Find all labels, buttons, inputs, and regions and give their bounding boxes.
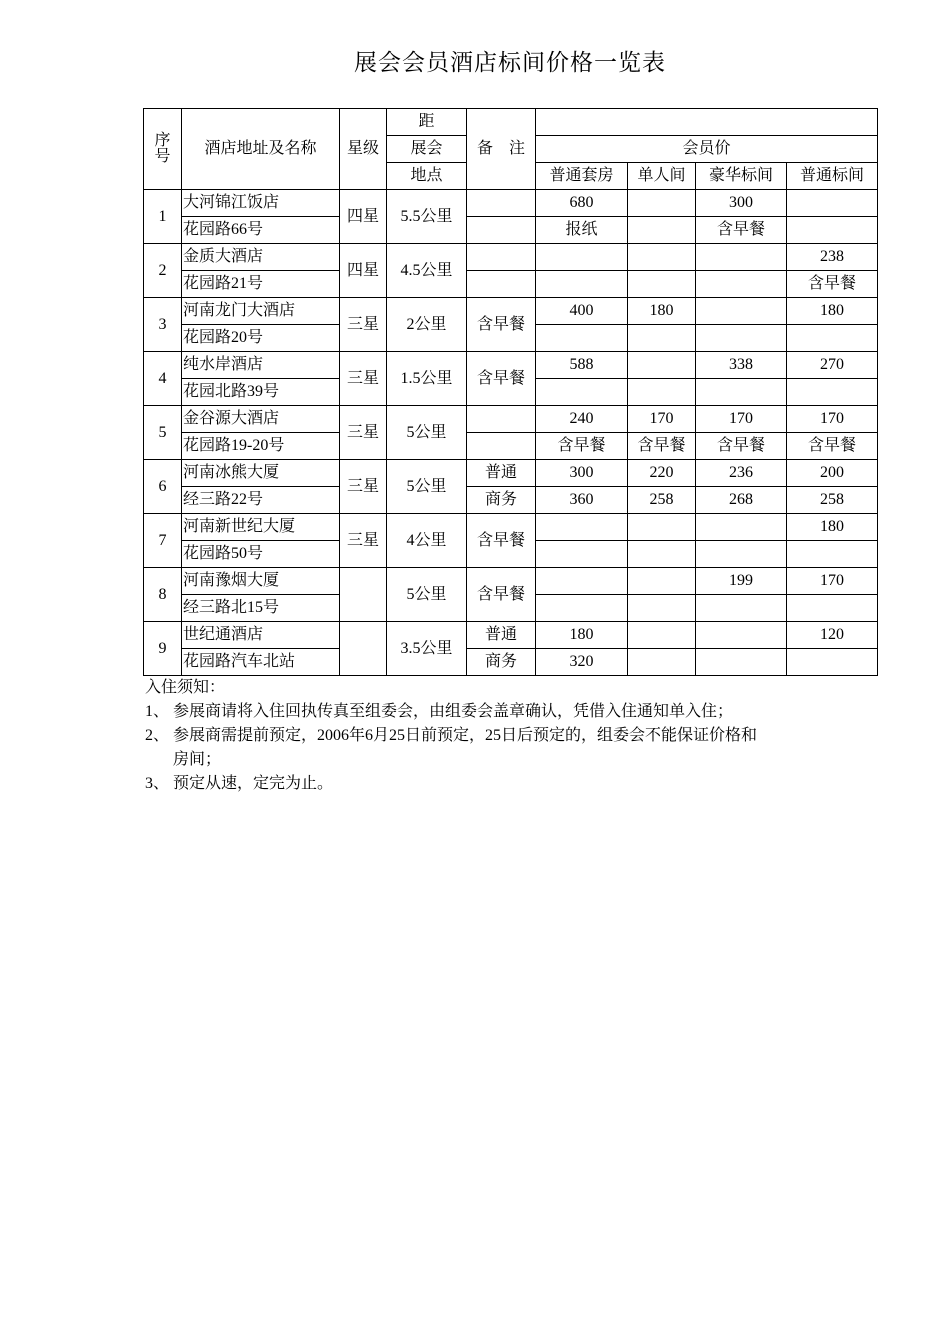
price-deluxe (696, 325, 787, 352)
price-deluxe (696, 379, 787, 406)
price-standard (787, 379, 878, 406)
price-deluxe: 300 (696, 190, 787, 217)
hotel-name: 河南豫烟大厦 (182, 568, 340, 595)
price-suite: 680 (536, 190, 628, 217)
header-no-text: 序号 (154, 132, 171, 165)
price-single (628, 352, 696, 379)
price-suite (536, 271, 628, 298)
price-deluxe: 含早餐 (696, 433, 787, 460)
hotel-remarks (467, 217, 536, 244)
hotel-name: 大河锦江饭店 (182, 190, 340, 217)
hotel-star: 三星 (340, 460, 387, 514)
price-standard: 270 (787, 352, 878, 379)
hotel-remarks: 含早餐 (467, 514, 536, 568)
price-suite: 400 (536, 298, 628, 325)
table-row (144, 244, 878, 271)
hotel-name: 金谷源大酒店 (182, 406, 340, 433)
table-row (144, 487, 878, 514)
price-deluxe: 268 (696, 487, 787, 514)
hotel-no: 8 (144, 568, 182, 622)
page-title: 展会会员酒店标间价格一览表 (354, 50, 666, 75)
price-standard: 170 (787, 406, 878, 433)
hotel-name: 金质大酒店 (182, 244, 340, 271)
header-name: 酒店地址及名称 (182, 109, 340, 190)
price-deluxe: 含早餐 (696, 217, 787, 244)
price-deluxe (696, 514, 787, 541)
hotel-no: 2 (144, 244, 182, 298)
price-single: 258 (628, 487, 696, 514)
price-deluxe (696, 622, 787, 649)
price-single (628, 190, 696, 217)
header-price-suite: 普通套房 (536, 163, 628, 190)
price-deluxe (696, 649, 787, 676)
price-single (628, 379, 696, 406)
note-item: 1、 参展商请将入住回执传真至组委会，由组委会盖章确认，凭借入住通知单入住； (145, 703, 734, 720)
price-deluxe (696, 298, 787, 325)
hotel-no: 3 (144, 298, 182, 352)
price-suite: 240 (536, 406, 628, 433)
price-single (628, 244, 696, 271)
price-deluxe (696, 271, 787, 298)
price-single (628, 271, 696, 298)
hotel-address: 花园路66号 (182, 217, 340, 244)
price-standard: 含早餐 (787, 433, 878, 460)
price-single: 含早餐 (628, 433, 696, 460)
price-single (628, 217, 696, 244)
table-row (144, 460, 878, 487)
note-item-continued: 房间； (173, 751, 222, 768)
header-no (144, 109, 182, 190)
hotel-remarks (467, 271, 536, 298)
hotel-distance: 1.5公里 (387, 352, 467, 406)
price-standard: 200 (787, 460, 878, 487)
price-standard (787, 217, 878, 244)
hotel-no: 7 (144, 514, 182, 568)
price-deluxe: 199 (696, 568, 787, 595)
hotel-name: 纯水岸酒店 (182, 352, 340, 379)
price-deluxe: 338 (696, 352, 787, 379)
table-row (144, 352, 878, 379)
hotel-distance: 3.5公里 (387, 622, 467, 676)
hotel-address: 花园路50号 (182, 541, 340, 568)
hotel-distance: 5公里 (387, 406, 467, 460)
price-single (628, 541, 696, 568)
price-suite: 320 (536, 649, 628, 676)
note-item: 3、 预定从速，定完为止。 (145, 775, 334, 792)
price-single (628, 595, 696, 622)
hotel-name: 河南新世纪大厦 (182, 514, 340, 541)
price-standard: 120 (787, 622, 878, 649)
hotel-star (340, 622, 387, 676)
table-row (144, 622, 878, 649)
price-single: 170 (628, 406, 696, 433)
price-single (628, 325, 696, 352)
note-item: 2、 参展商需提前预定，2006年6月25日前预定，25日后预定的，组委会不能保证价格和 (145, 727, 758, 744)
hotel-remarks: 普通 (467, 460, 536, 487)
price-suite: 含早餐 (536, 433, 628, 460)
table-row (144, 568, 878, 595)
hotel-remarks: 含早餐 (467, 298, 536, 352)
table-row (144, 514, 878, 541)
hotel-star: 三星 (340, 298, 387, 352)
hotel-no: 4 (144, 352, 182, 406)
notes-heading: 入住须知： (145, 679, 226, 696)
header-price-standard: 普通标间 (787, 163, 878, 190)
price-suite: 300 (536, 460, 628, 487)
price-standard (787, 649, 878, 676)
price-standard: 含早餐 (787, 271, 878, 298)
hotel-name: 世纪通酒店 (182, 622, 340, 649)
hotel-address: 花园路21号 (182, 271, 340, 298)
price-standard: 180 (787, 298, 878, 325)
hotel-address: 经三路北15号 (182, 595, 340, 622)
hotel-star: 四星 (340, 190, 387, 244)
hotel-star: 三星 (340, 514, 387, 568)
hotel-remarks (467, 190, 536, 217)
price-suite (536, 379, 628, 406)
hotel-remarks: 商务 (467, 649, 536, 676)
hotel-address: 花园路20号 (182, 325, 340, 352)
hotel-star: 四星 (340, 244, 387, 298)
price-suite (536, 244, 628, 271)
check-in-notes (145, 676, 757, 796)
hotel-no: 6 (144, 460, 182, 514)
hotel-distance: 5.5公里 (387, 190, 467, 244)
hotel-remarks (467, 406, 536, 433)
hotel-name: 河南冰熊大厦 (182, 460, 340, 487)
price-single: 220 (628, 460, 696, 487)
hotel-name: 河南龙门大酒店 (182, 298, 340, 325)
header-blank (536, 109, 878, 136)
price-deluxe: 170 (696, 406, 787, 433)
hotel-no: 1 (144, 190, 182, 244)
header-remarks: 备 注 (467, 109, 536, 190)
header-distance-1: 距 (387, 109, 467, 136)
table-row (144, 217, 878, 244)
price-suite (536, 595, 628, 622)
table-row (144, 433, 878, 460)
price-suite (536, 568, 628, 595)
price-suite: 360 (536, 487, 628, 514)
table-row (144, 298, 878, 325)
price-suite (536, 325, 628, 352)
hotel-address: 花园路19-20号 (182, 433, 340, 460)
table-row (144, 406, 878, 433)
header-distance-2: 展会 (387, 136, 467, 163)
price-standard: 238 (787, 244, 878, 271)
price-standard: 170 (787, 568, 878, 595)
hotel-no: 5 (144, 406, 182, 460)
price-single: 180 (628, 298, 696, 325)
price-standard (787, 541, 878, 568)
hotel-price-table (143, 108, 878, 676)
table-row (144, 271, 878, 298)
hotel-address: 花园路汽车北站 (182, 649, 340, 676)
hotel-remarks (467, 244, 536, 271)
price-suite: 报纸 (536, 217, 628, 244)
hotel-address: 花园北路39号 (182, 379, 340, 406)
hotel-remarks: 含早餐 (467, 352, 536, 406)
price-suite (536, 514, 628, 541)
hotel-distance: 4.5公里 (387, 244, 467, 298)
hotel-distance: 2公里 (387, 298, 467, 352)
hotel-star: 三星 (340, 406, 387, 460)
hotel-remarks: 商务 (467, 487, 536, 514)
price-standard (787, 190, 878, 217)
hotel-no: 9 (144, 622, 182, 676)
price-standard: 258 (787, 487, 878, 514)
header-distance-3: 地点 (387, 163, 467, 190)
price-suite: 588 (536, 352, 628, 379)
price-single (628, 622, 696, 649)
price-standard (787, 595, 878, 622)
price-deluxe (696, 595, 787, 622)
price-single (628, 514, 696, 541)
hotel-star: 三星 (340, 352, 387, 406)
header-member-price: 会员价 (536, 136, 878, 163)
price-deluxe (696, 244, 787, 271)
header-star: 星级 (340, 109, 387, 190)
table-row (144, 190, 878, 217)
hotel-star (340, 568, 387, 622)
price-suite (536, 541, 628, 568)
table-row (144, 649, 878, 676)
price-deluxe: 236 (696, 460, 787, 487)
price-single (628, 649, 696, 676)
hotel-distance: 5公里 (387, 568, 467, 622)
hotel-distance: 5公里 (387, 460, 467, 514)
price-suite: 180 (536, 622, 628, 649)
hotel-address: 经三路22号 (182, 487, 340, 514)
header-price-single: 单人间 (628, 163, 696, 190)
price-deluxe (696, 541, 787, 568)
price-standard (787, 325, 878, 352)
hotel-remarks: 含早餐 (467, 568, 536, 622)
hotel-remarks (467, 433, 536, 460)
header-price-deluxe: 豪华标间 (696, 163, 787, 190)
price-standard: 180 (787, 514, 878, 541)
hotel-distance: 4公里 (387, 514, 467, 568)
hotel-remarks: 普通 (467, 622, 536, 649)
price-single (628, 568, 696, 595)
